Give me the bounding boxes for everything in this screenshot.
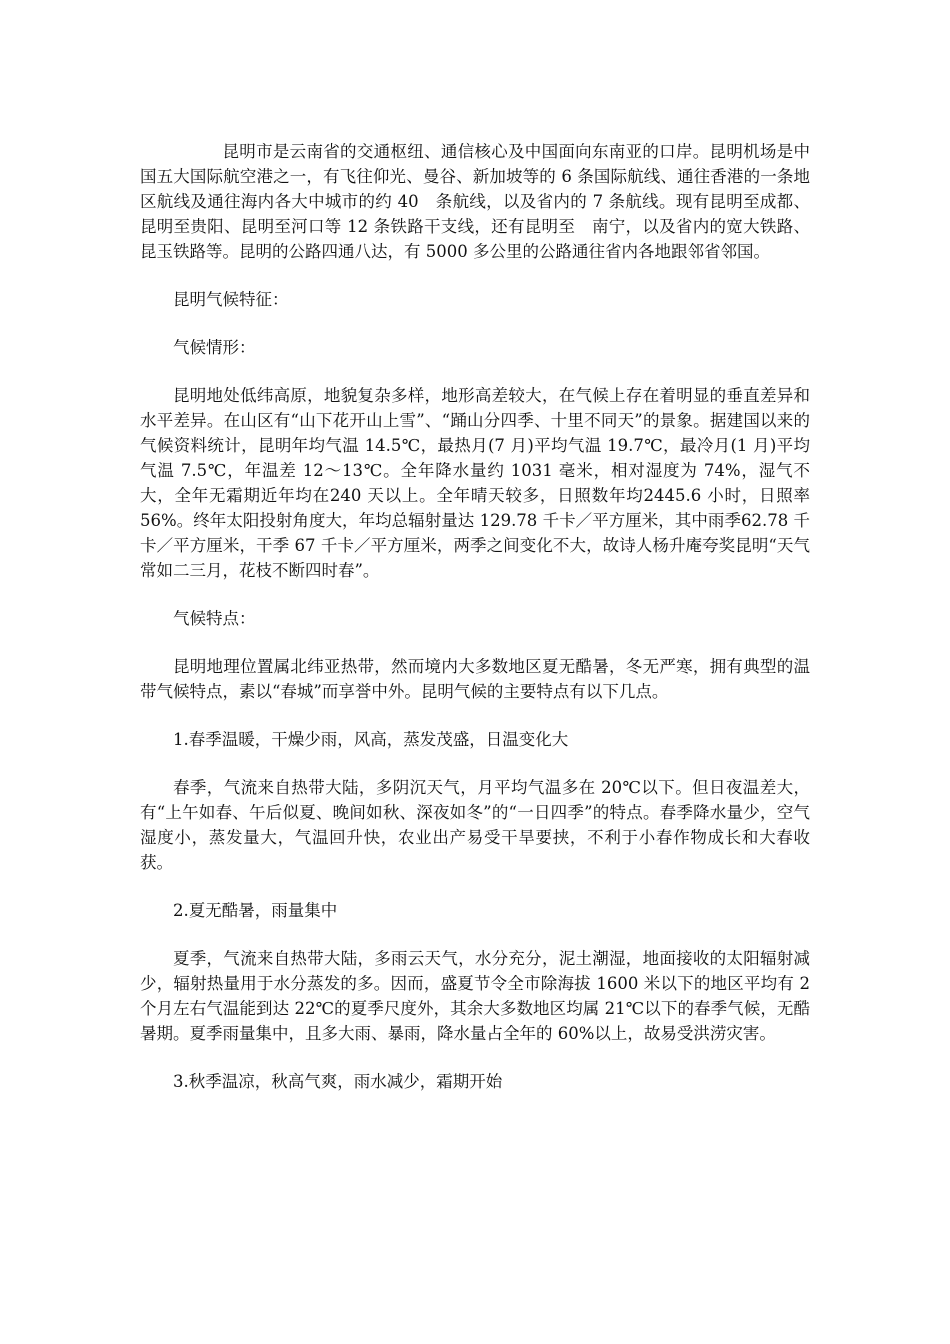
paragraph-summer: 夏季，气流来自热带大陆，多雨云天气，水分充分，泥土潮湿，地面接收的太阳辐射减少，辐射热量用于水分蒸发的多。因而，盛夏节令全市除海拔 1600 米以下的地区平均有 2 个月左右气温能到达 22℃的夏季尺度外，其余大多数地区均属 21℃以下的春季气候，无酷暑期。夏季雨量集中，且多大雨、暴雨，降水量占全年的 60%以上，故易受洪涝灾害。 bbox=[140, 949, 816, 1043]
heading-climate-features: 昆明气候特征： bbox=[173, 290, 289, 309]
paragraph-spring: 春季，气流来自热带大陆，多阴沉天气，月平均气温多在 20℃以下。但日夜温差大，有“上午如春、午后似夏、晚间如秋、深夜如冬”的“一日四季”的特点。春季降水量少，空气湿度小，蒸发量大，气温回升快，农业出产易受干旱要挟，不利于小春作物成长和大春收获。 bbox=[140, 778, 810, 872]
paragraph-climate-situation: 昆明地处低纬高原，地貌复杂多样，地形高差较大，在气候上存在着明显的垂直差异和水平差异。在山区有“山下花开山上雪”、“踊山分四季、十里不同天”的景象。据建国以来的气候资料统计，昆明年均气温 14.5℃，最热月(7 月)平均气温 19.7℃，最冷月(1 月)平均气温 7.5℃，年温差 12～13℃。全年降水量约 1031 毫米，相对湿度为 74%，湿气不大，全年无霜期近年均在240 天以上。全年晴天较多，日照数年均2445.6 小时，日照率 56%。终年太阳投射角度大，年均总辐射量达 129.78 千卡／平方厘米，其中雨季62.78 千卡／平方厘米，干季 67 千卡／平方厘米，两季之间变化不大，故诗人杨升庵夸奖昆明“天气常如二三月，花枝不断四时春”。 bbox=[140, 386, 816, 580]
heading-climate-situation: 气候情形： bbox=[173, 338, 256, 357]
paragraph-transport: 昆明市是云南省的交通枢纽、通信核心及中国面向东南亚的口岸。昆明机场是中国五大国际航空港之一，有飞往仰光、曼谷、新加坡等的 6 条国际航线、通往香港的一条地区航线及通往海内各大中城市的约 40 条航线，以及省内的 7 条航线。现有昆明至成都、昆明至贵阳、昆明至河口等 12 条铁路干支线，还有昆明至 南宁，以及省内的宽大铁路、昆玉铁路等。昆明的公路四通八达，有 5000 多公里的公路通往省内各地跟邻省邻国。 bbox=[140, 142, 810, 261]
heading-spring: 1.春季温暖，干燥少雨，风高，蒸发茂盛，日温变化大 bbox=[173, 730, 569, 749]
paragraph-climate-characteristics: 昆明地理位置属北纬亚热带，然而境内大多数地区夏无酷暑，冬无严寒，拥有典型的温带气候特点，素以“春城”而享誉中外。昆明气候的主要特点有以下几点。 bbox=[140, 657, 810, 701]
heading-autumn: 3.秋季温凉，秋高气爽，雨水减少，霜期开始 bbox=[173, 1072, 503, 1091]
document-body bbox=[140, 139, 816, 1117]
heading-summer: 2.夏无酷暑，雨量集中 bbox=[173, 901, 338, 920]
heading-climate-characteristics: 气候特点： bbox=[173, 609, 256, 628]
